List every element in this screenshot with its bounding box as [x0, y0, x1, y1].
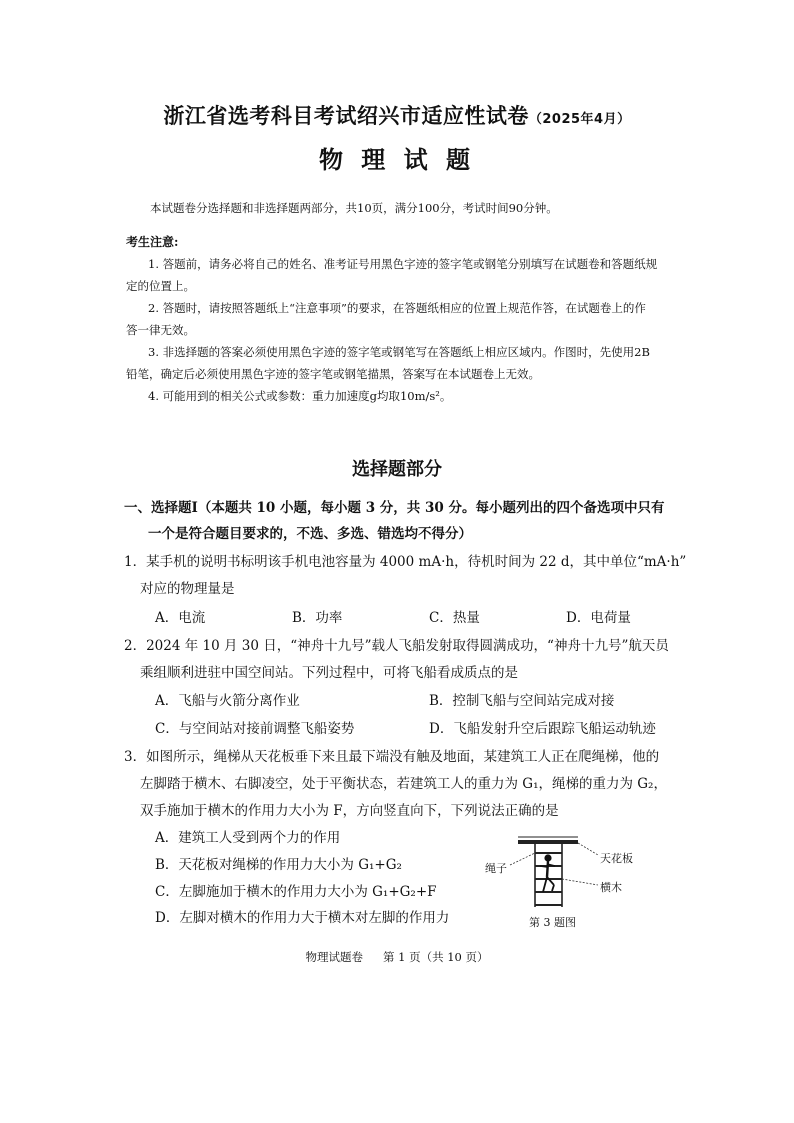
notice-line: 4. 可能用到的相关公式或参数：重力加速度g均取10m/s²。	[148, 389, 452, 403]
notice-line: 3. 非选择题的答案必须使用黑色字迹的签字笔或钢笔写在答题纸上相应区域内。作图时，先使用2B	[148, 345, 650, 359]
footer-page-number: 第 1 页（共 10 页）	[382, 950, 489, 964]
question-1-option-b: B．功率	[292, 610, 343, 626]
rope-leader	[510, 853, 535, 865]
notice-list	[126, 253, 671, 407]
question-3-option-c: C．左脚施加于横木的作用力大小为 G₁+G₂+F	[155, 884, 437, 900]
section-title: 选择题部分	[352, 459, 442, 480]
question-3-line2: 左脚踏于横木、右脚凌空，处于平衡状态，若建筑工人的重力为 G₁，绳梯的重力为 G₂，	[140, 776, 667, 792]
figure-label-rung: 横木	[600, 881, 622, 894]
ceiling-bar	[518, 840, 578, 844]
worker-head	[544, 854, 551, 861]
question-1-option-c: C．热量	[429, 610, 480, 626]
figure-label-ceiling: 天花板	[600, 852, 633, 865]
question-3-option-a: A．建筑工人受到两个力的作用	[155, 830, 341, 846]
question-3-option-d: D．左脚对横木的作用力大于横木对左脚的作用力	[155, 910, 450, 926]
question-2-option-d: D．飞船发射升空后跟踪飞船运动轨迹	[429, 721, 656, 737]
question-2-option-c: C．与空间站对接前调整飞船姿势	[155, 721, 355, 737]
part-heading-line1: 一、选择题Ⅰ（本题共 10 小题，每小题 3 分，共 30 分。每小题列出的四个备选项中只有	[124, 500, 665, 516]
question-1-line1: 1．某手机的说明书标明该手机电池容量为 4000 mA·h，待机时间为 22 d，其中单位“mA·h”	[124, 554, 687, 570]
question-1-line2: 对应的物理量是	[140, 581, 235, 597]
question-2-line1: 2．2024 年 10 月 30 日，“神舟十九号”载人飞船发射取得圆满成功，“神舟十九号”航天员	[124, 638, 669, 654]
figure-caption: 第 3 题图	[529, 916, 576, 929]
rung-leader	[562, 879, 598, 885]
question-3-line1: 3．如图所示，绳梯从天花板垂下来且最下端没有触及地面，某建筑工人正在爬绳梯，他的	[124, 749, 660, 765]
worker-arm	[540, 866, 547, 867]
subject-title: 物 理 试 题	[318, 146, 476, 174]
ceiling-leader	[578, 843, 598, 855]
exam-title	[0, 100, 794, 130]
question-1-option-a: A．电流	[155, 610, 206, 626]
question-2-option-b: B．控制飞船与空间站完成对接	[429, 693, 615, 709]
question-1-option-d: D．电荷量	[566, 610, 631, 626]
figure-label-rope: 绳子	[485, 862, 507, 875]
intro-text: 本试题卷分选择题和非选择题两部分，共10页，满分100分，考试时间90分钟。	[150, 201, 558, 215]
question-2-option-a: A．飞船与火箭分离作业	[155, 693, 300, 709]
notice-line: 定的位置上。	[126, 279, 195, 293]
question-3-line3: 双手施加于横木的作用力大小为 F，方向竖直向下，下列说法正确的是	[140, 803, 559, 819]
worker-right-foot	[552, 885, 554, 891]
page-footer	[0, 949, 794, 965]
part-heading-line2: 一个是符合题目要求的，不选、多选、错选均不得分）	[148, 526, 472, 542]
notice-title: 考生注意:	[126, 235, 179, 249]
notice-line: 1. 答题前，请务必将自己的姓名、准考证号用黑色字迹的签字笔或钢笔分别填写在试题卷和答题纸规	[148, 257, 658, 271]
exam-date: （2025年4月）	[528, 112, 631, 127]
footer-exam-name: 物理试题卷	[305, 950, 363, 964]
question-2-line2: 乘组顺利进驻中国空间站。下列过程中，可将飞船看成质点的是	[140, 665, 518, 681]
notice-line: 铅笔，确定后必须使用黑色字迹的签字笔或钢笔描黑，答案写在本试题卷上无效。	[126, 367, 540, 381]
notice-line: 2. 答题时，请按照答题纸上“注意事项”的要求，在答题纸相应的位置上规范作答，在试题卷上的作	[148, 301, 646, 315]
question-3-option-b: B．天花板对绳梯的作用力大小为 G₁+G₂	[155, 857, 402, 873]
exam-title-text: 浙江省选考科目考试绍兴市适应性试卷	[163, 104, 529, 128]
notice-line: 答一律无效。	[126, 323, 195, 337]
